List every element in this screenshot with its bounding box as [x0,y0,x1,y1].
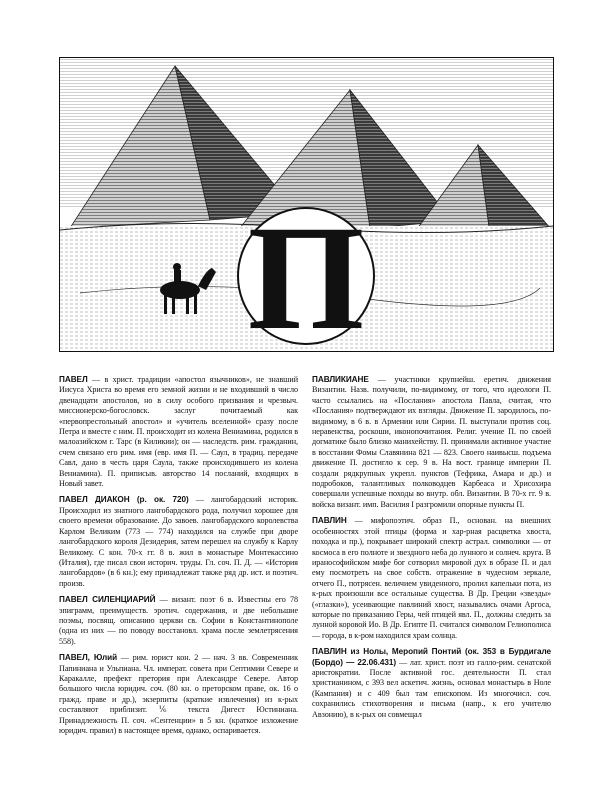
entry-pavlikiane [312,375,551,510]
entry-headword: ПАВЛИН [312,516,347,526]
entry-text: — визант. поэт 6 в. Известны его 78 эпиграмм, преимуществ. эротич. содержания, и две небольшие поэмы, посвящ. описанию церкви св. Софии в Константинополе (одна из них — по поводу восстановл. храма после землетрясения 558). [59,595,298,646]
entry-text: — участники крупнейш. еретич. движения Византии. Назв. получили, по-видимому, от того, что идеологи П. часто ссылались на «Послания» апостола Павла, считая, что «Послания» подтверждают их взгляды. Движение П. зародилось, по-видимому, в 6 в. в Армении или Сирии. П. выступали против соц. неравенства, роскоши, иконопочитания. Религ. учение П. по своей догматике было близко манихейству. П. принимали активное участие в восстании Фомы Славянина 821 — 823. Своего наивысш. подъема движение П. достигло к сер. 9 в. На вост. границе империи П. создали рядкрупных укрепл. пунктов (Тефрика, Амара и др.) и подробоков, талантливых полководцев Карбеаса и Хрисохира совершали успешные походы во внутр. обл. Византии. В 70-х гг. 9 в. войска визант. имп. Василия I разгромили опорные пункты П. [312,375,551,509]
entry-headword: ПАВЛИН из Нолы, Меропий Понтий (ок. 353 в Бурдигале (Бордо) — 22.06.431) [312,647,551,667]
entry-pavlin [312,516,551,641]
entry-text: — лангобардский историк. Происходил из знатного лангобардского рода, получил хорошее для своего времени образование. До завоев. лангобардского королевства Карлом Великим (773 — 774) находился на службе при дворе лангобардского короля Дезидерия, затем перешел на службу к Карлу Великому. С кон. 70-х гг. 8 в. жил в монастыре Монтекассино (Италия), где писал свои историч. труды. Гл. соч. П. Д. — «История лангобардов» (в 6 кн.); ему принадлежат также ряд др. ист. и поэтич. произв. [59,495,298,588]
left-column [59,375,298,787]
article-columns [59,375,551,787]
entry-pavel-diakon [59,495,298,589]
entry-text: — лат. христ. поэт из галло-рим. сенатской аристократии. После активной гос. деятельности П. стал христианином, с 393 вел аскетич. жизнь, основал монастырь в Ноле (Кампания) и с 409 был там епископом. Из многочисл. соч. сохранились стихотворения и письма (напр., к его учителю Авзонию), в к-рых он совмещал [312,657,551,719]
entry-text: — в христ. традиции «апостол язычников», не знавший Иисуса Христа во время его земной жизни и не входивший в число двенадцати апостолов, но в силу особого призвания и чрезвыч. миссионерско-богословск. заслуг почитаемый как «первопрестольный апостол» и «учитель вселенной» сразу после Петра и вместе с ним. П. происходит из колена Вениамина, родился в малоазийском г. Тарс (в Киликии); он — наследств. рим. гражданин, счем связано его рим. имя (евр. имя П. — Саул, в традиц. передаче Савл, дано в честь царя Саула, также происходившего из колена Вениамина). П. приписыв. авторство 14 посланий, входящих в Новый завет. [59,375,298,489]
entry-headword: ПАВЛИКИАНЕ [312,375,369,384]
header-illustration [59,57,554,352]
entry-headword: ПАВЕЛ ДИАКОН (р. ок. 720) [59,495,189,505]
entry-pavel [59,375,298,489]
entry-pavel-silentsiariy [59,595,298,647]
initial-letter: П [247,195,365,351]
entry-headword: ПАВЕЛ [59,375,88,384]
entry-text: — рим. юрист кон. 2 — нач. 3 вв. Современник Папиниана и Ульпиана. Чл. императ. совета при Септимии Севере и Каракалле, префект претория при Александре Севере. Автор большого числа юридич. соч. (80 кн. о преторском праве, ок. 16 о гражд. праве и др.), экзерпиты (краткие извлечения) из к-рых составляют приблизит. ⅙ текста Дигест Юстиниана. Принадлежность П. соч. «Сентенции» в 5 кн. (краткое изложение юридич. правил) в настоящее время, однако, оспаривается. [59,653,298,735]
entry-headword: ПАВЕЛ, Юлий [59,653,118,663]
entry-headword: ПАВЕЛ СИЛЕНЦИАРИЙ [59,595,156,605]
pyramids-engraving [60,58,553,351]
entry-pavel-yuliy [59,653,298,736]
entry-text: — мифопоэтич. образ П., основан. на внешних особенностях этой птицы (форма и хар-рная расцветка хвоста, походка и пр.), покрывает широкий спектр астрал. символики — от космоса в его полноте и звездного неба до лунного и солнеч. круга. В иранософийском мифе бог сотворил мировой дух в образе П. и дал ему посмотреть на свое собств. отражение в чудесном зеркале, отчего П., потрясен. величием увиденного, пролил капельки пота, из к-рых произошли все остальные существа. В Др. Греции «звезды» («глазки»), усеивающие павлиний хвост, назывались очами Аргоса, которые по приказанию Геры, чей птицей явл. П., должны следить за лунной коровой Ио. В Др. Египте П. считался символом Гелиополиса — города, в к-ром находился храм солнца. [312,516,551,640]
right-column [312,375,551,787]
entry-pavlin-iz-noly [312,647,551,720]
